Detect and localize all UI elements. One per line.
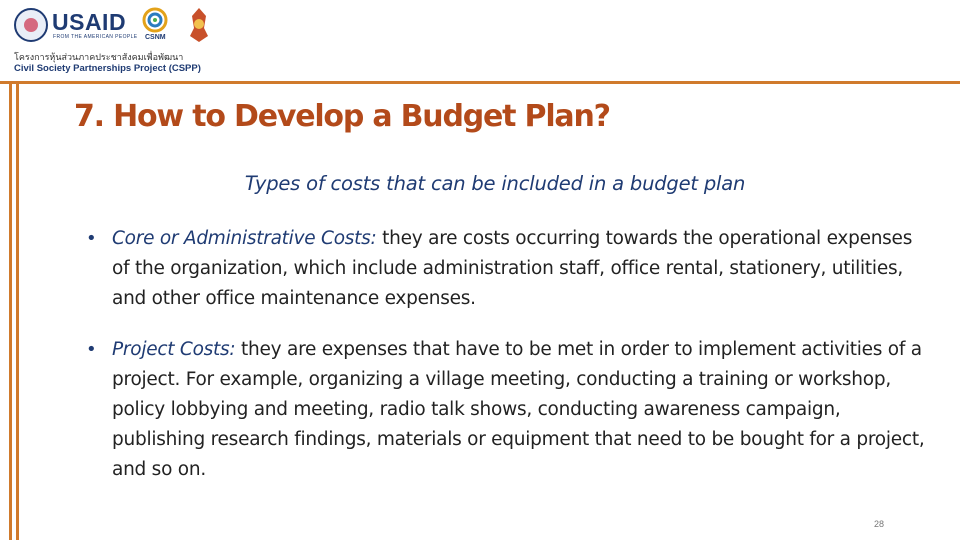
left-border-line <box>16 84 19 540</box>
bullet-icon: • <box>86 339 97 360</box>
usaid-wordmark: USAID <box>52 9 127 35</box>
slide-subtitle: Types of costs that can be included in a budget plan <box>244 172 746 195</box>
bullet-icon: • <box>86 228 97 249</box>
header-logos <box>10 6 220 46</box>
bullet-text <box>112 335 926 485</box>
bullet-term: Project Costs: <box>112 339 236 360</box>
university-crest-icon <box>186 6 212 44</box>
bullet-description: they are expenses that have to be met in order to implement activities of a project. For example, organizing a village meeting, conducting a training or workshop, policy lobbying and meeting, radio talk shows, conducting awareness campaign, publishing research findings, materials or equipment that need to be bought for a project, and so on. <box>112 339 925 480</box>
bullet-text <box>112 224 926 314</box>
csnm-label: CSNM <box>145 34 166 41</box>
header-divider <box>0 81 960 84</box>
bullet-term: Core or Administrative Costs: <box>112 228 377 249</box>
usaid-tagline: FROM THE AMERICAN PEOPLE <box>53 34 138 40</box>
csnm-logo-icon <box>142 7 168 33</box>
usaid-seal-icon <box>14 8 48 42</box>
page-number: 28 <box>874 519 885 529</box>
left-border-line <box>9 84 12 540</box>
bullet-description: they are costs occurring towards the operational expenses of the organization, which include administration staff, office rental, stationery, utilities, and other office maintenance expenses. <box>112 228 913 309</box>
bullet-core-costs <box>86 224 926 314</box>
project-name: Civil Society Partnerships Project (CSPP) <box>14 63 201 74</box>
slide-title: 7. How to Develop a Budget Plan? <box>74 99 610 134</box>
bullet-project-costs <box>86 335 926 485</box>
thai-project-name: โครงการหุ้นส่วนภาคประชาสังคมเพื่อพัฒนา <box>14 52 184 62</box>
